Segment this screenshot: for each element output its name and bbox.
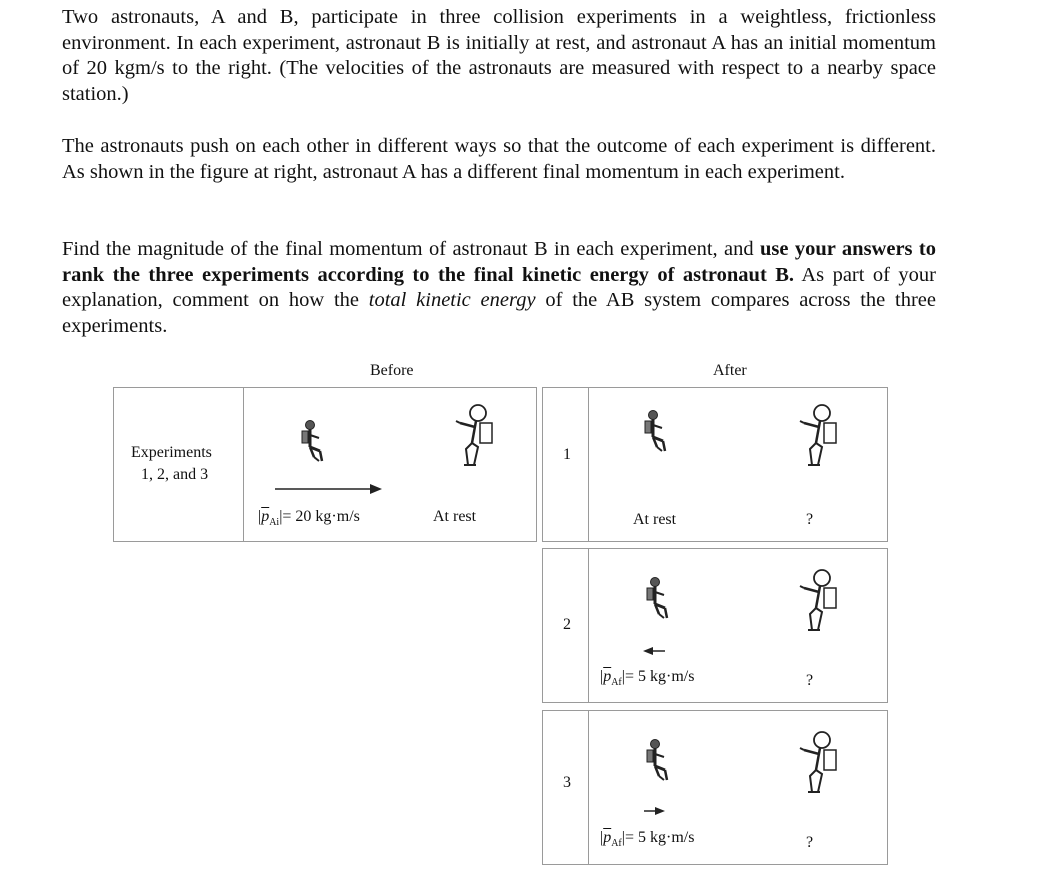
question-part-a: Find the magnitude of the final momentum of astronaut B in each experiment, and: [62, 238, 761, 260]
initial-momentum-value: = 20 kg·m/s: [282, 508, 360, 525]
question-part-c: As part of your explanation, comment on how the: [62, 263, 936, 311]
astronaut-a-before: [302, 421, 322, 462]
astronaut-b-before: [456, 405, 492, 465]
astronaut-b-after-row-2: [800, 570, 836, 630]
row-3-number: 3: [563, 774, 571, 791]
p-subscript-ai: Ai: [269, 517, 280, 529]
p-subscript-af-row-3: Af: [611, 838, 622, 850]
experiments-label-line1: Experiments: [131, 444, 212, 461]
row-2-b-final-label: ?: [806, 672, 814, 689]
row-1-number: 1: [563, 446, 571, 463]
row-2-number: 2: [563, 616, 571, 633]
before-heading: Before: [370, 362, 414, 379]
row-1-a-final-label: At rest: [633, 511, 677, 528]
astronaut-a-after-row-3: [647, 740, 667, 781]
astronaut-a-after-row-1: [645, 411, 665, 452]
row-2-a-final-value: = 5 kg·m/s: [624, 668, 695, 685]
b-initial-state-label: At rest: [433, 508, 477, 525]
question-bold-instruction: use your answers to rank the three experiments according to the final kinetic energy of astronaut B.: [62, 238, 936, 286]
p-symbol-vector-row-3: $\overline{p}$: [603, 829, 612, 846]
row-3-a-final-label: $|\overline{p}_{Af}|= 5$ kg·m/s: [600, 829, 695, 850]
row-3-b-final-label: ?: [806, 834, 814, 851]
row-3-a-final-value: = 5 kg·m/s: [624, 829, 695, 846]
p-symbol-vector-row-2: $\overline{p}$: [603, 668, 612, 685]
row-2-a-final-label: $|\overline{p}_{Af}|= 5$ kg·m/s: [600, 668, 695, 689]
row-2-momentum-arrow-head: [643, 647, 653, 655]
paragraph-intro-text: Two astronauts, A and B, participate in three collision experiments in a weightless, frictionless environment. In each experiment, astronaut B is initially at rest, and astronaut A has an initial momentum of 20 kgm/s to the right. (The velocities of the astronauts are measured with respect to a nearby space station.): [62, 6, 936, 105]
initial-momentum-arrow-head: [370, 484, 382, 494]
astronaut-a-after-row-2: [647, 578, 667, 619]
paragraph-setup-text: The astronauts push on each other in different ways so that the outcome of each experiment is different. As shown in the figure at right, astronaut A has a different final momentum in each experiment.: [62, 135, 936, 183]
astronaut-b-after-row-1: [800, 405, 836, 465]
experiments-label-line2: 1, 2, and 3: [141, 466, 209, 483]
astronaut-b-after-row-3: [800, 732, 836, 792]
initial-momentum-label: $|\overline{p}_{Ai}|= 20$ kg·m/s: [258, 508, 360, 529]
after-heading: After: [713, 362, 747, 379]
row-1-b-final-label: ?: [806, 511, 814, 528]
p-symbol-vector: $\overline{p}$: [261, 508, 270, 525]
p-subscript-af-row-2: Af: [611, 677, 622, 689]
row-3-momentum-arrow-head: [655, 807, 665, 815]
question-part-e: of the AB system compares across the three experiments.: [62, 289, 936, 337]
question-italic-phrase: total kinetic energy: [368, 289, 536, 311]
